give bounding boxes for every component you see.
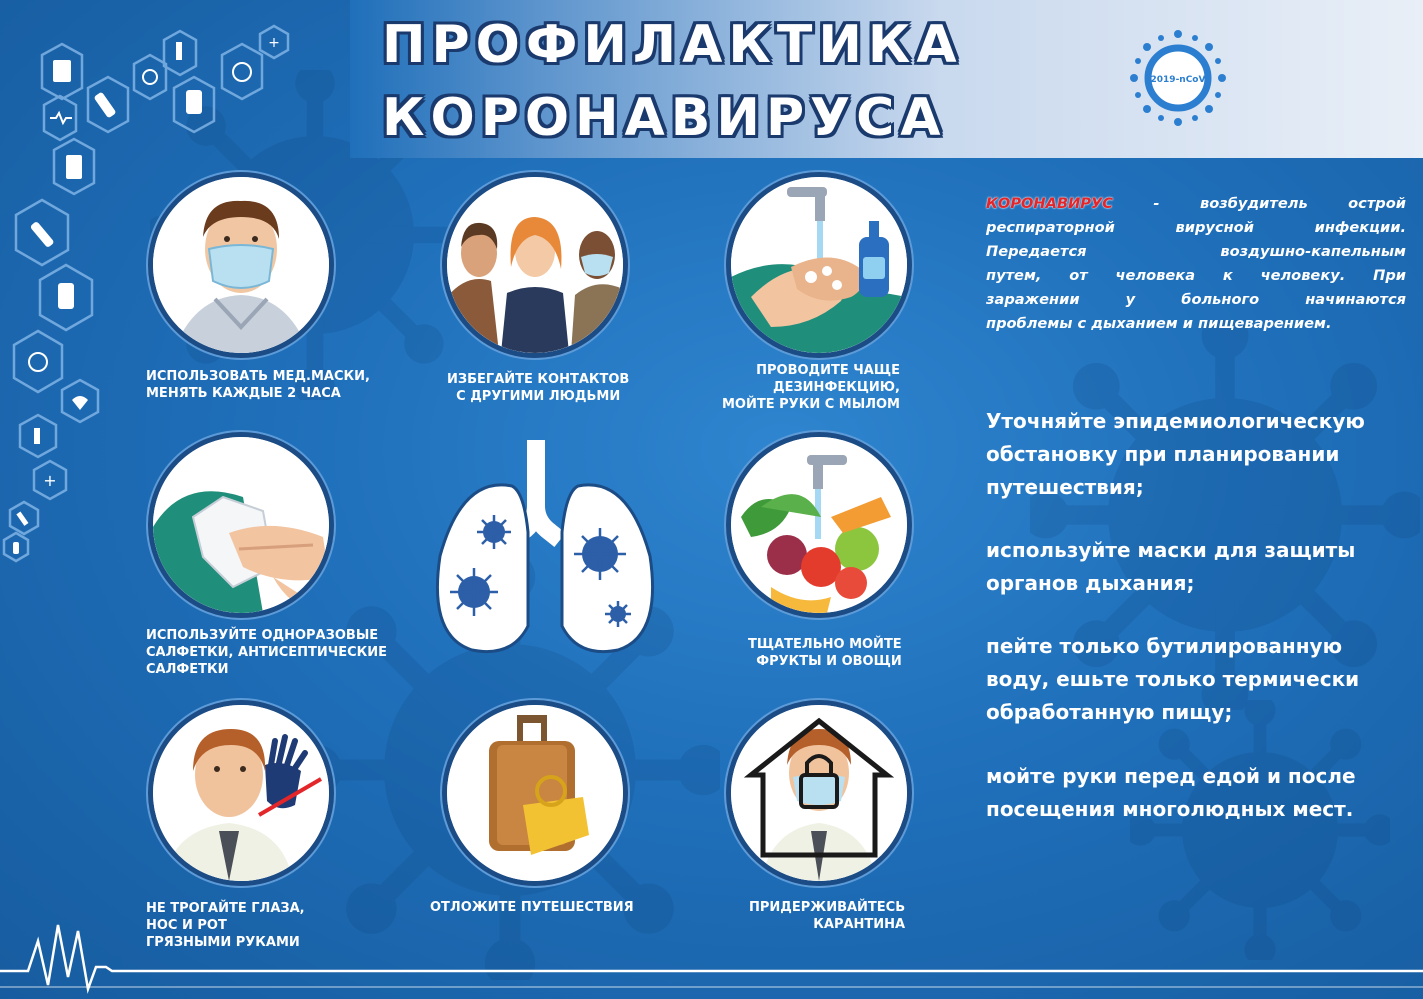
luggage-illustration-circle xyxy=(442,700,628,886)
iv-bag-icon xyxy=(58,283,74,309)
caption-masks: ИСПОЛЬЗОВАТЬ МЕД.МАСКИ, МЕНЯТЬ КАЖДЫЕ 2 ЧАСА xyxy=(146,369,370,401)
heart-icon xyxy=(72,396,88,410)
syringe-icon xyxy=(93,91,116,118)
hand-wash-icon xyxy=(731,177,907,353)
mask-illustration-circle xyxy=(148,172,334,358)
caption-wash-produce: ТЩАТЕЛЬНО МОЙТЕ ФРУКТЫ И ОВОЩИ xyxy=(748,637,902,669)
clipboard-icon xyxy=(66,155,82,179)
quarantine-illustration-circle xyxy=(726,700,912,886)
pill-icon xyxy=(13,542,19,554)
tip-drink-bottled-water: пейте только бутилированную воду, ешьте только термически обработанную пищу; xyxy=(986,634,1360,724)
keyword-coronavirus: КОРОНАВИРУС xyxy=(986,195,1113,212)
face-mask-icon xyxy=(153,177,329,353)
vegetables-illustration-circle xyxy=(726,432,912,618)
thermometer-icon xyxy=(16,512,28,526)
napkin-icon xyxy=(153,437,329,613)
dont-touch-face-icon xyxy=(153,705,329,881)
caption-disinfection: ПРОВОДИТЕ ЧАЩЕ ДЕЗИНФЕКЦИЮ, МОЙТЕ РУКИ С МЫЛОМ xyxy=(722,363,900,412)
caption-avoid-contacts: ИЗБЕГАЙТЕ КОНТАКТОВ С ДРУГИМИ ЛЮДЬМИ xyxy=(447,372,630,404)
napkins-illustration-circle xyxy=(148,432,334,618)
heartbeat-line xyxy=(0,905,1423,999)
coronavirus-definition: КОРОНАВИРУС - возбудитель острой респираторной вирусной инфекции. Передается воздушно-капельным путем, от человека к человеку. При заражении у больного начинаются проблемы с дыханием и пищеварением. xyxy=(986,195,1406,332)
wheelchair-icon xyxy=(143,70,157,84)
heartbeat-icon xyxy=(50,113,72,123)
plus-icon: + xyxy=(268,35,280,51)
people-group-icon xyxy=(447,177,623,353)
handwashing-illustration-circle xyxy=(726,172,912,358)
poster-title-line2: КОРОНАВИРУСА xyxy=(382,88,947,148)
stethoscope-icon xyxy=(29,353,47,371)
syringe-icon xyxy=(30,221,55,248)
suitcase-icon xyxy=(447,705,623,881)
tip-wash-hands: мойте руки перед едой и после посещения многолюдных мест. xyxy=(986,764,1356,821)
caption-postpone-travel: ОТЛОЖИТЕ ПУТЕШЕСТВИЯ xyxy=(430,900,634,915)
tip-travel-planning: Уточняйте эпидемиологическую обстановку при планировании путешествия; xyxy=(986,409,1365,499)
clipboard-icon xyxy=(53,60,71,82)
caption-dont-touch-face: НЕ ТРОГАЙТЕ ГЛАЗА, НОС И РОТ ГРЯЗНЫМИ РУКАМИ xyxy=(146,901,305,950)
crowd-illustration-circle xyxy=(442,172,628,358)
lungs-with-virus-icon xyxy=(432,436,658,660)
poster-title-line1: ПРОФИЛАКТИКА xyxy=(382,15,963,75)
microscope-icon xyxy=(34,428,40,444)
fruits-vegetables-icon xyxy=(731,437,907,613)
ncov-virus-badge xyxy=(1128,28,1228,128)
ncov-badge-label: 2019-nCoV xyxy=(1150,75,1206,85)
iv-bag-icon xyxy=(186,90,202,114)
stethoscope-icon xyxy=(233,63,251,81)
caption-quarantine: ПРИДЕРЖИВАЙТЕСЬ КАРАНТИНА xyxy=(749,900,906,932)
house-lock-icon xyxy=(731,705,907,881)
no-touch-face-illustration-circle xyxy=(148,700,334,886)
tip-use-masks: используйте маски для защиты органов дыхания; xyxy=(986,538,1356,595)
caption-napkins: ИСПОЛЬЗУЙТЕ ОДНОРАЗОВЫЕ САЛФЕТКИ, АНТИСЕПТИЧЕСКИЕ САЛФЕТКИ xyxy=(146,628,388,677)
microscope-icon xyxy=(176,42,182,60)
plus-icon: + xyxy=(43,471,57,490)
